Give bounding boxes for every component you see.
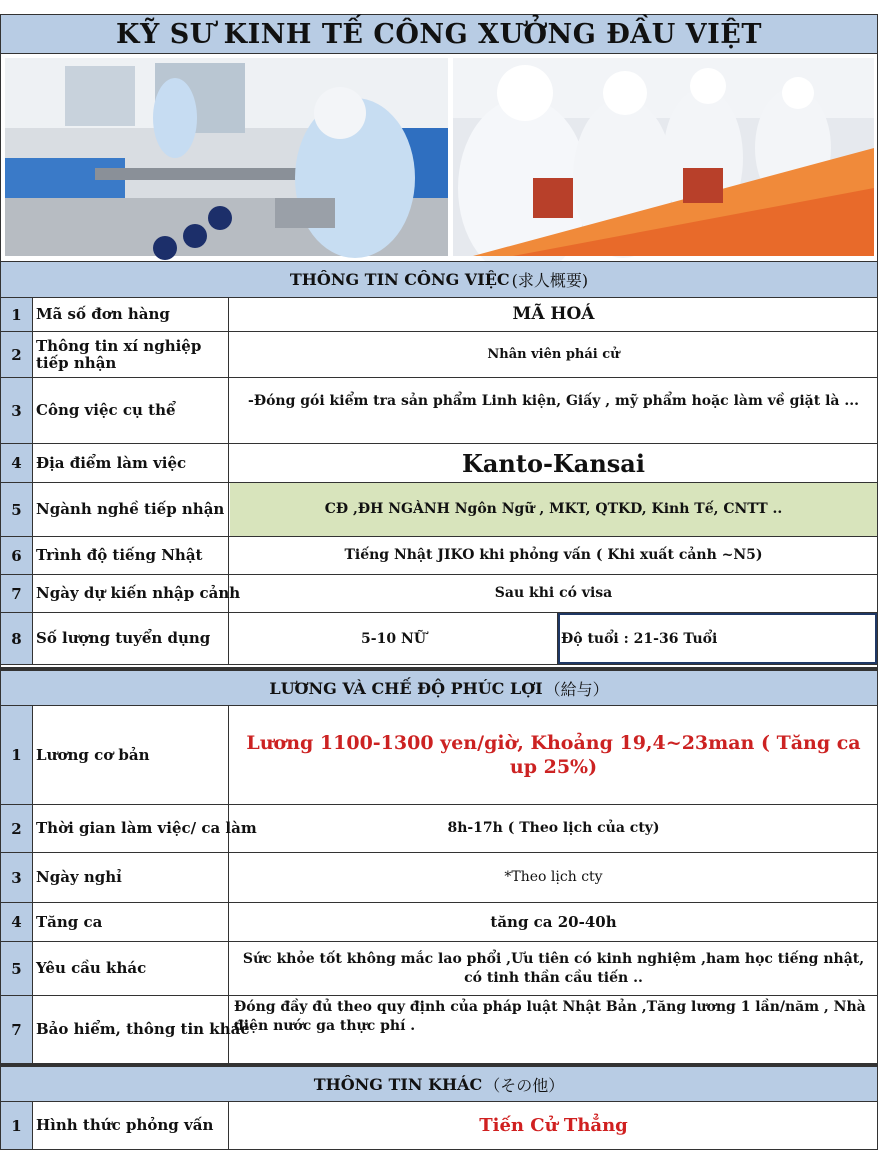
salary-row-5 bbox=[1, 942, 877, 996]
section-other bbox=[1, 1066, 877, 1102]
section-job-jp: (求人概要) bbox=[511, 271, 589, 290]
section-other-jp: （その他） bbox=[484, 1075, 565, 1095]
job-row-1 bbox=[1, 298, 877, 332]
row-number: 1 bbox=[1, 298, 33, 331]
row-number: 8 bbox=[1, 613, 33, 664]
salary-row-7 bbox=[1, 996, 877, 1064]
row-label: Công việc cụ thể bbox=[33, 378, 229, 443]
salary-row-1 bbox=[1, 706, 877, 805]
row-number: 3 bbox=[1, 378, 33, 443]
job-description-value: -Đóng gói kiểm tra sản phẩm Linh kiện, Giấy , mỹ phẩm hoặc làm về giặt là ... bbox=[248, 393, 859, 409]
interview-format-value: Tiến Cử Thẳng bbox=[479, 1115, 628, 1136]
insurance-info-value: Đóng đầy đủ theo quy định của pháp luật Nhật Bản ,Tăng lương 1 lần/năm , Nhà điện nước ga thực phí . bbox=[234, 999, 866, 1034]
job-row-5 bbox=[1, 483, 877, 537]
section-job-title: THÔNG TIN CÔNG VIỆC bbox=[289, 270, 510, 289]
salary-row-3 bbox=[1, 853, 877, 903]
section-salary-title: LƯƠNG VÀ CHẾ ĐỘ PHÚC LỢI bbox=[269, 678, 543, 698]
job-row-2 bbox=[1, 332, 877, 378]
job-row-3 bbox=[1, 378, 877, 444]
row-number: 4 bbox=[1, 903, 33, 941]
row-number: 5 bbox=[1, 483, 33, 536]
work-location-value: Kanto-Kansai bbox=[462, 448, 645, 478]
row-label: Số lượng tuyển dụng bbox=[33, 613, 229, 664]
row-number: 7 bbox=[1, 575, 33, 612]
section-salary bbox=[1, 670, 877, 706]
row-label: Thông tin xí nghiệp tiếp nhận bbox=[33, 332, 229, 377]
row-label: Tăng ca bbox=[33, 903, 229, 941]
row-label: Ngành nghề tiếp nhận bbox=[33, 483, 229, 536]
entry-date-value: Sau khi có visa bbox=[494, 585, 613, 601]
working-hours-value: 8h-17h ( Theo lịch của cty) bbox=[447, 820, 660, 836]
job-row-6 bbox=[1, 537, 877, 575]
row-number: 1 bbox=[1, 706, 33, 804]
headcount-value: 5-10 NỮ bbox=[230, 613, 558, 664]
overtime-value: tăng ca 20-40h bbox=[490, 912, 617, 931]
row-label: Yêu cầu khác bbox=[33, 942, 229, 995]
row-number: 3 bbox=[1, 853, 33, 902]
row-number: 7 bbox=[1, 996, 33, 1063]
row-label: Trình độ tiếng Nhật bbox=[33, 537, 229, 574]
row-label: Mã số đơn hàng bbox=[33, 298, 229, 331]
row-label: Ngày nghỉ bbox=[33, 853, 229, 902]
row-number: 1 bbox=[1, 1102, 33, 1149]
other-requirements-value: Sức khỏe tốt không mắc lao phổi ,Ưu tiên có kinh nghiệm ,ham học tiếng nhật, có tinh thần cầu tiến .. bbox=[242, 950, 865, 986]
job-row-8 bbox=[1, 613, 877, 665]
company-info-value: Nhân viên phái cử bbox=[487, 347, 620, 362]
row-number: 2 bbox=[1, 332, 33, 377]
row-number: 4 bbox=[1, 444, 33, 482]
accepted-majors-value: CĐ ,ĐH NGÀNH Ngôn Ngữ , MKT, QTKD, Kinh Tế, CNTT .. bbox=[230, 483, 877, 536]
job-row-4 bbox=[1, 444, 877, 483]
japanese-level-value: Tiếng Nhật JIKO khi phỏng vấn ( Khi xuất cảnh ~N5) bbox=[344, 547, 763, 563]
row-label: Thời gian làm việc/ ca làm bbox=[33, 805, 229, 852]
job-sheet bbox=[0, 14, 878, 1150]
days-off-value: *Theo lịch cty bbox=[504, 869, 603, 885]
row-label: Bảo hiểm, thông tin khác bbox=[33, 996, 229, 1063]
factory-photo-left bbox=[5, 58, 448, 256]
row-label: Lương cơ bản bbox=[33, 706, 229, 804]
job-row-7 bbox=[1, 575, 877, 613]
section-job-info bbox=[1, 261, 877, 298]
salary-row-2 bbox=[1, 805, 877, 853]
section-salary-jp: （給与） bbox=[544, 679, 609, 699]
row-number: 2 bbox=[1, 805, 33, 852]
base-salary-value: Lương 1100-1300 yen/giờ, Khoảng 19,4~23man ( Tăng ca up 25%) bbox=[246, 732, 861, 778]
age-range-cell[interactable]: Độ tuổi : 21-36 Tuổi bbox=[558, 613, 877, 664]
row-number: 6 bbox=[1, 537, 33, 574]
row-label: Hình thức phỏng vấn bbox=[33, 1102, 229, 1149]
other-row-1 bbox=[1, 1102, 877, 1149]
row-number: 5 bbox=[1, 942, 33, 995]
row-label: Ngày dự kiến nhập cảnh bbox=[33, 575, 229, 612]
salary-row-4 bbox=[1, 903, 877, 942]
factory-photo-right bbox=[453, 58, 874, 256]
row-label: Địa điểm làm việc bbox=[33, 444, 229, 482]
photo-strip bbox=[1, 54, 877, 260]
order-code-value: MÃ HOÁ bbox=[512, 304, 595, 324]
page-title: KỸ SƯ KINH TẾ CÔNG XƯỞNG ĐẦU VIỆT bbox=[1, 15, 877, 54]
section-other-title: THÔNG TIN KHÁC bbox=[313, 1074, 483, 1094]
